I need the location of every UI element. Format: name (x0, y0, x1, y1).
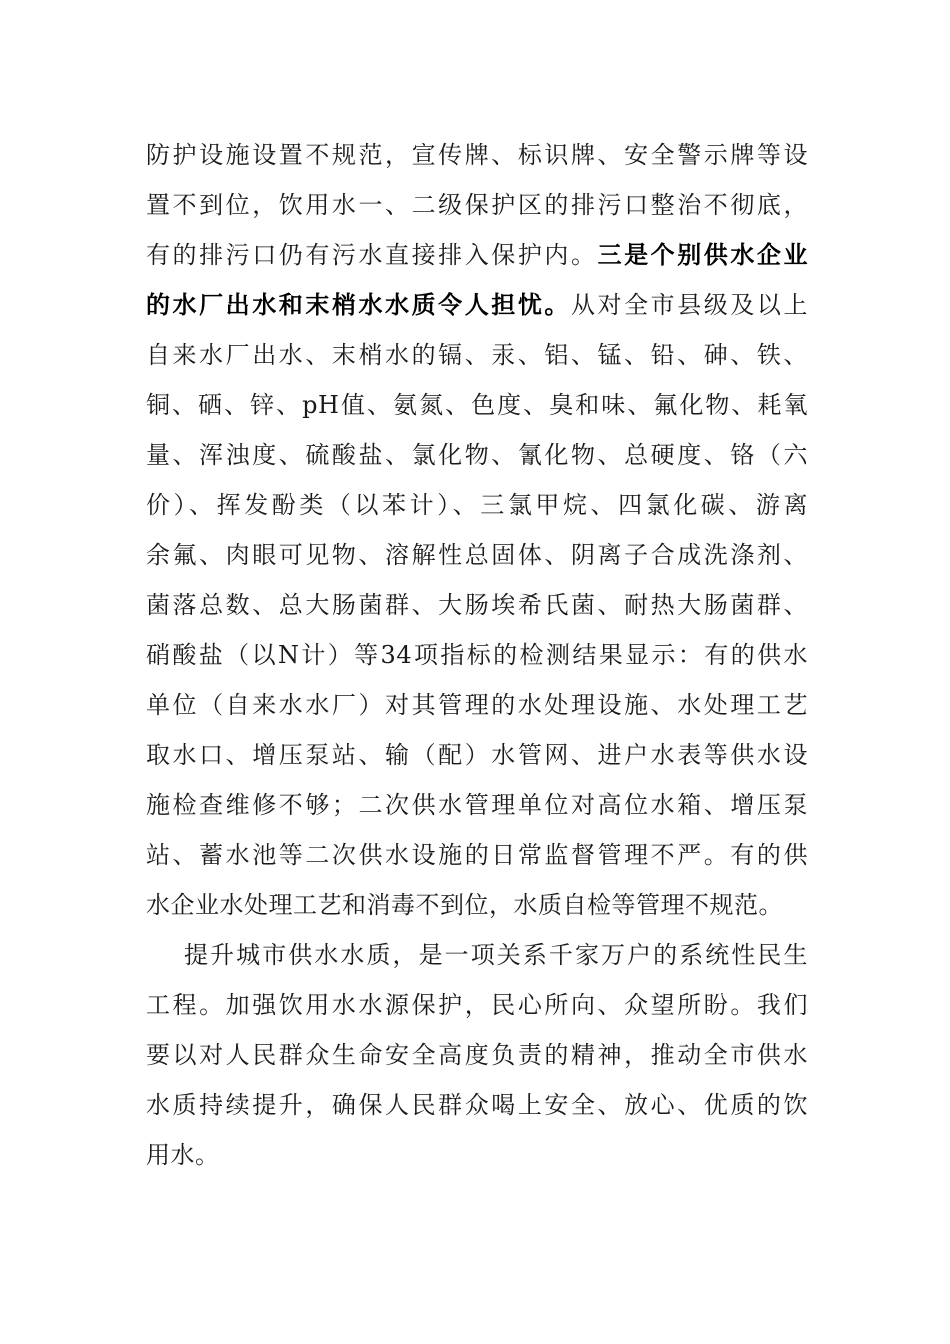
text-line (146, 280, 808, 330)
text-line: 菌落总数、总大肠菌群、大肠埃希氏菌、耐热大肠菌群、 (146, 591, 808, 619)
text-line: 余氟、肉眼可见物、溶解性总固体、阴离子合成洗涤剂、 (146, 541, 808, 569)
text-line: 铜、硒、锌、pH值、氨氮、色度、臭和味、氟化物、耗氧 (146, 391, 808, 419)
text-line (146, 230, 808, 280)
text-line: 提升城市供水水质，是一项关系千家万户的系统性民生 (184, 941, 808, 969)
text-line: 单位（自来水水厂）对其管理的水处理设施、水处理工艺 (146, 691, 808, 719)
bold-heading-text: 的水厂出水和末梢水水质令人担忧。 (146, 290, 571, 319)
text-line: 量、浑浊度、硫酸盐、氯化物、氰化物、总硬度、铬（六 (146, 441, 808, 469)
text-line: 水质持续提升，确保人民群众喝上安全、放心、优质的饮 (146, 1091, 808, 1119)
text-line: 用水。 (146, 1141, 220, 1169)
text-line: 施检查维修不够；二次供水管理单位对高位水箱、增压泵 (146, 791, 808, 819)
text-line: 防护设施设置不规范，宣传牌、标识牌、安全警示牌等设 (146, 141, 808, 169)
text-line: 自来水厂出水、末梢水的镉、汞、铝、锰、铅、砷、铁、 (146, 341, 808, 369)
text-segment: 从对全市县级及以上 (571, 291, 808, 319)
text-line: 站、蓄水池等二次供水设施的日常监督管理不严。有的供 (146, 841, 808, 869)
text-line: 要以对人民群众生命安全高度负责的精神，推动全市供水 (146, 1041, 808, 1069)
text-line: 水企业水处理工艺和消毒不到位，水质自检等管理不规范。 (146, 891, 783, 919)
text-segment: 有的排污口仍有污水直接排入保护内。 (146, 241, 598, 269)
text-line: 工程。加强饮用水水源保护，民心所向、众望所盼。我们 (146, 991, 808, 1019)
text-line: 取水口、增压泵站、输（配）水管网、进户水表等供水设 (146, 741, 808, 769)
text-line: 置不到位，饮用水一、二级保护区的排污口整治不彻底， (146, 191, 808, 219)
text-line: 价）、挥发酚类（以苯计）、三氯甲烷、四氯化碳、游离 (146, 491, 808, 519)
bold-heading-text: 三是个别供水企业 (597, 240, 808, 269)
text-line: 硝酸盐（以N计）等34项指标的检测结果显示：有的供水 (146, 641, 808, 669)
body-text (146, 130, 808, 1180)
